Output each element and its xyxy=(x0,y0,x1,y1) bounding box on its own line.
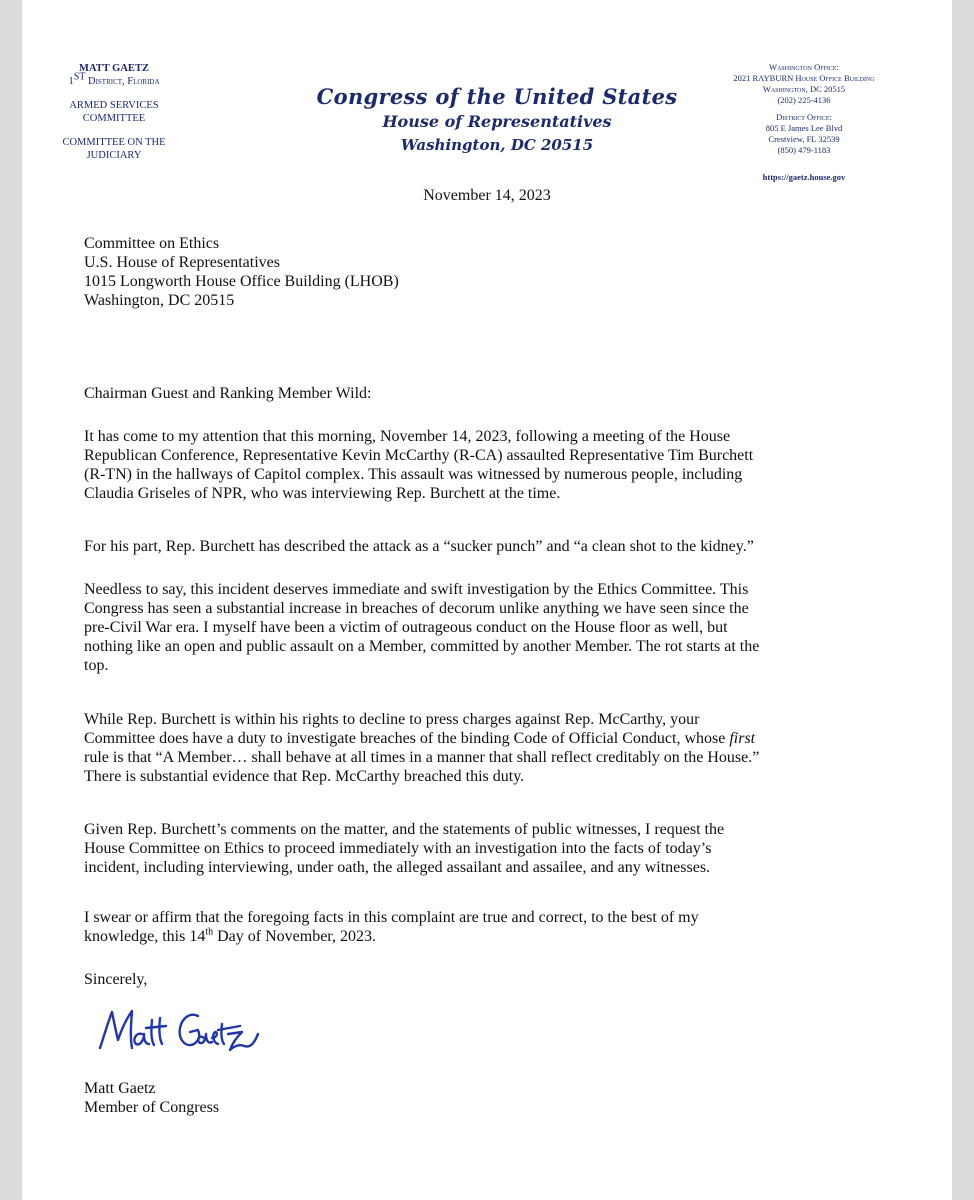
closing: Sincerely, xyxy=(84,971,148,988)
paragraph-text: Committee does have a duty to investigate breaches of the binding Code of Official Conduct, whose xyxy=(84,730,730,747)
district-text: District, Florida xyxy=(85,76,160,87)
paragraph-line: top. xyxy=(84,657,109,674)
district-office-line2: Crestview, FL 32539 xyxy=(768,134,840,144)
letter-date: November 14, 2023 xyxy=(423,187,551,204)
paragraph-1 xyxy=(84,427,929,503)
paragraph-line: I swear or affirm that the foregoing facts in this complaint are true and correct, to the best of my xyxy=(84,909,699,926)
district-office-line1: 805 E James Lee Blvd xyxy=(765,123,843,133)
letterhead-city: Washington, DC 20515 xyxy=(400,136,594,154)
paragraph-line: Republican Conference, Representative Kevin McCarthy (R-CA) assaulted Representative Tim Burchett xyxy=(84,447,754,464)
emphasis-text: first xyxy=(729,730,756,747)
paragraph-line: While Rep. Burchett is within his rights to decline to press charges against Rep. McCarthy, your xyxy=(84,711,700,728)
recipient-line: U.S. House of Representatives xyxy=(84,254,280,271)
paragraph-4 xyxy=(84,710,929,786)
letterhead-right xyxy=(704,62,904,183)
signer-title: Member of Congress xyxy=(84,1099,220,1116)
paragraph-line: Given Rep. Burchett’s comments on the matter, and the statements of public witnesses, I request the xyxy=(84,821,725,838)
letterhead-center xyxy=(312,84,682,156)
letterhead-house: House of Representatives xyxy=(382,112,612,131)
recipient-line: Washington, DC 20515 xyxy=(84,292,235,309)
website-link[interactable]: https://gaetz.house.gov xyxy=(762,172,846,182)
paragraph-line: Needless to say, this incident deserves immediate and swift investigation by the Ethics Committee. This xyxy=(84,581,749,598)
letter-page xyxy=(22,0,952,1200)
member-district xyxy=(50,71,178,88)
district-suffix: ST xyxy=(73,71,86,83)
dc-office-line1: 2021 RAYBURN House Office Building xyxy=(733,73,875,83)
committee-armed-services-line1: ARMED SERVICES xyxy=(69,100,159,111)
district-office-label: District Office: xyxy=(776,112,832,122)
district-office-phone: (850) 479-1183 xyxy=(777,145,831,155)
paragraph-line: incident, including interviewing, under oath, the alleged assailant and assailee, and any witnesses. xyxy=(84,859,711,876)
paragraph-3 xyxy=(84,580,929,675)
paragraph-line: rule is that “A Member… shall behave at all times in a manner that shall reflect creditably on the House.” xyxy=(84,749,760,766)
committee-judiciary-line2: JUDICIARY xyxy=(86,150,142,161)
ordinal-suffix: th xyxy=(205,926,214,938)
member-name: MATT GAETZ xyxy=(79,63,149,74)
paragraph-text: knowledge, this 14 xyxy=(84,928,206,945)
signer-block xyxy=(84,1079,929,1117)
recipient-line: 1015 Longworth House Office Building (LHOB) xyxy=(84,273,399,290)
letterhead-congress: Congress of the United States xyxy=(316,84,678,109)
recipient-line: Committee on Ethics xyxy=(84,235,220,252)
paragraph-line: Congress has seen a substantial increase in breaches of decorum unlike anything we have seen since the xyxy=(84,600,749,617)
paragraph-line: nothing like an open and public assault on a Member, committed by another Member. The rot starts at the xyxy=(84,638,760,655)
paragraph-line: For his part, Rep. Burchett has described the attack as a “sucker punch” and “a clean shot to the kidney.” xyxy=(84,538,754,555)
dc-office-label: Washington Office: xyxy=(769,62,839,72)
paragraph-line xyxy=(84,927,929,946)
salutation: Chairman Guest and Ranking Member Wild: xyxy=(84,385,372,402)
signature-image xyxy=(94,1004,274,1064)
paragraph-text: Day of November, 2023. xyxy=(213,928,376,945)
district-number: 1 xyxy=(68,76,74,87)
paragraph-line xyxy=(84,729,929,748)
paragraph-5 xyxy=(84,820,929,877)
paragraph-line: House Committee on Ethics to proceed immediately with an investigation into the facts of today’s xyxy=(84,840,712,857)
paragraph-line: Claudia Griseles of NPR, who was interviewing Rep. Burchett at the time. xyxy=(84,485,561,502)
signer-name: Matt Gaetz xyxy=(84,1080,156,1097)
paragraph-6 xyxy=(84,908,929,946)
committee-armed-services-line2: COMMITTEE xyxy=(82,113,146,124)
paragraph-line: It has come to my attention that this morning, November 14, 2023, following a meeting of the House xyxy=(84,428,731,445)
dc-office-line2: Washington, DC 20515 xyxy=(762,84,846,94)
dc-office-phone: (202) 225-4136 xyxy=(777,95,831,105)
letterhead-left xyxy=(50,62,178,162)
committee-judiciary-line1: COMMITTEE ON THE xyxy=(62,137,166,148)
paragraph-2 xyxy=(84,537,929,556)
paragraph-line: (R-TN) in the hallways of Capitol complex. This assault was witnessed by numerous people, including xyxy=(84,466,743,483)
paragraph-line: There is substantial evidence that Rep. McCarthy breached this duty. xyxy=(84,768,525,785)
paragraph-line: pre-Civil War era. I myself have been a victim of outrageous conduct on the House floor as well, but xyxy=(84,619,728,636)
recipient-address xyxy=(84,234,929,310)
